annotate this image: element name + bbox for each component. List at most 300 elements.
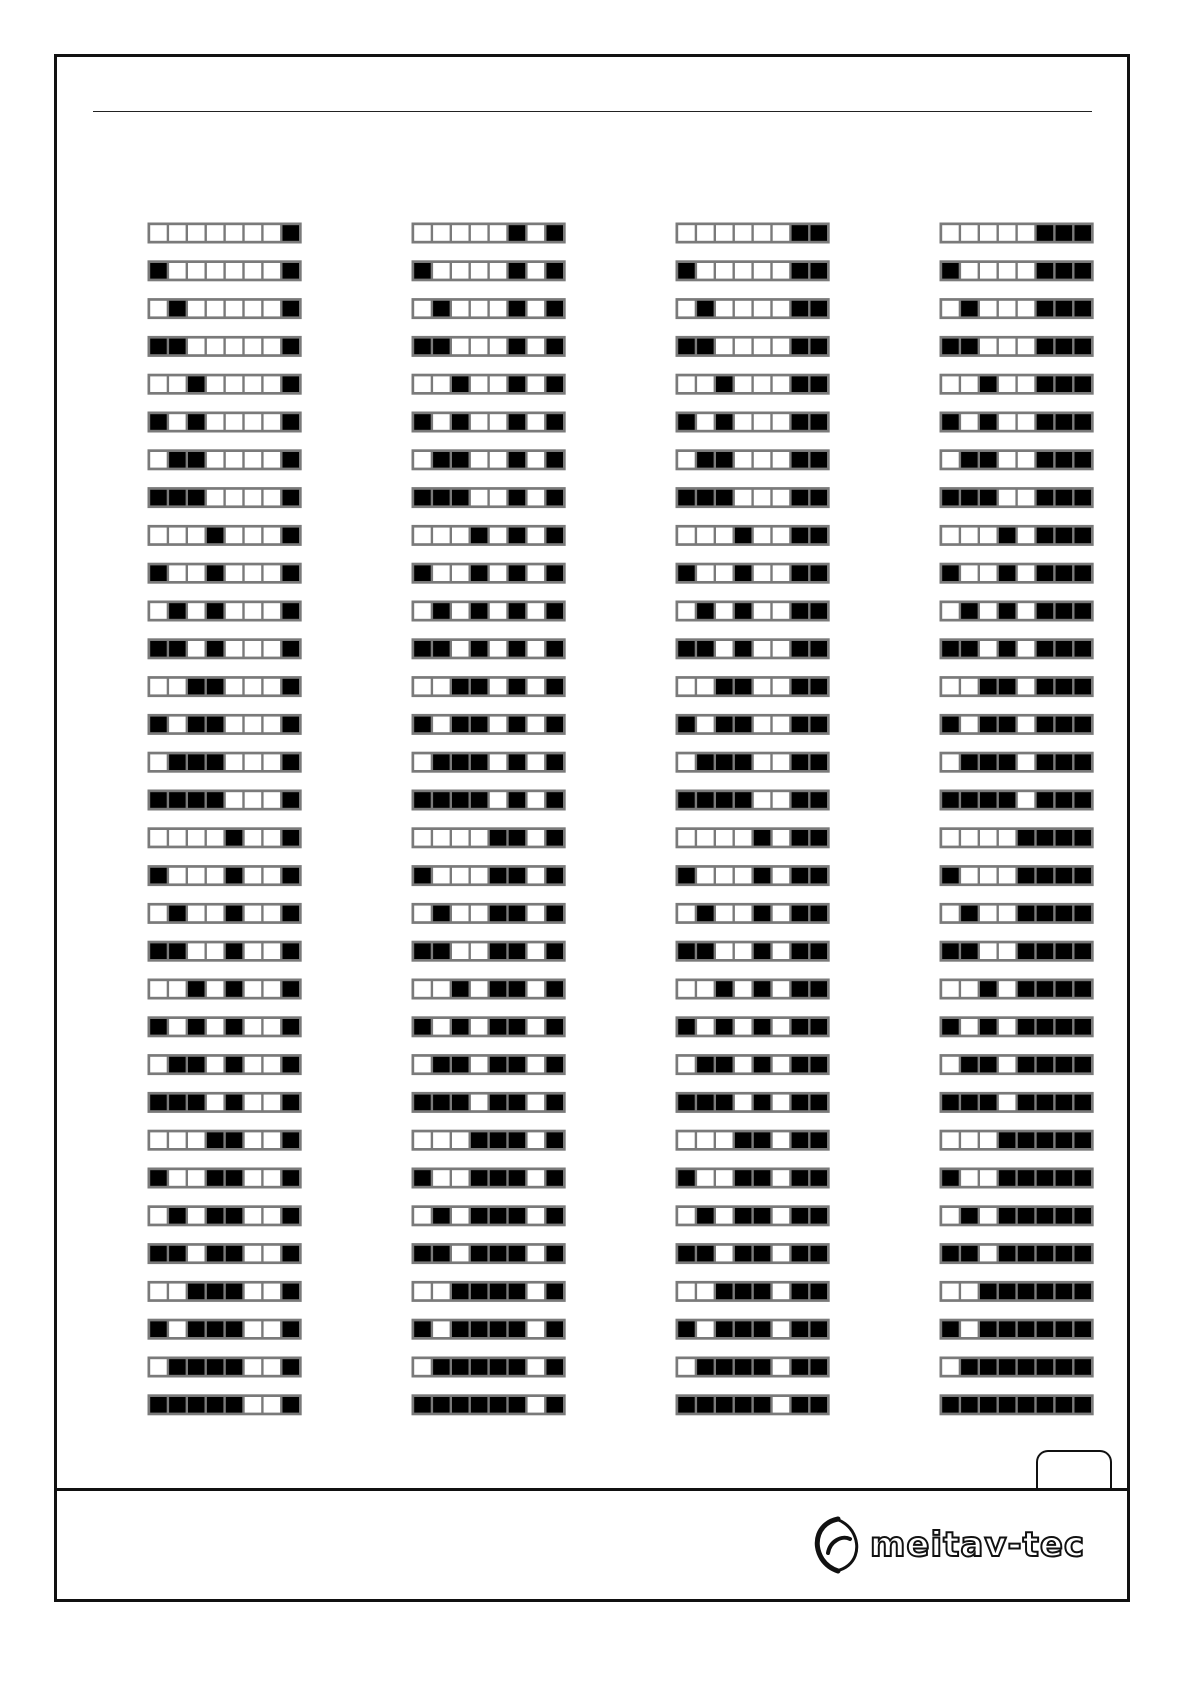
dip-switch-on [1075,868,1092,884]
dip-switch-on [490,1246,507,1262]
dip-switch-off [452,1246,469,1262]
dip-switch-on [942,717,959,733]
dip-switch-on [433,1246,450,1262]
dip-switch-on [942,263,959,279]
dip-switch-on [697,1208,714,1224]
dip-switch-on [735,603,752,619]
dip-switch-on [754,1095,771,1111]
dip-switch-off [264,1284,281,1300]
dip-switch-on [1037,641,1054,657]
dip-switch-off [150,1284,167,1300]
dip-switch-on [283,414,300,430]
dip-switch-off [150,754,167,770]
dip-switch-on [226,1246,243,1262]
dip-switch-off [245,301,262,317]
dip-switch-off [207,830,224,846]
dip-switch-on [169,452,186,468]
dip-switch-off [188,1246,205,1262]
dip-switch-on [1056,1359,1073,1375]
dip-switch-off [678,376,695,392]
dip-switch-on [697,452,714,468]
dip-switch-off [716,1132,733,1148]
dip-switch-on [547,1284,564,1300]
dip-switch-row [412,1281,566,1302]
dip-switch-off [169,1321,186,1337]
dip-switch-off [961,225,978,241]
dip-switch-off [452,301,469,317]
dip-switch-on [547,943,564,959]
dip-switch-off [490,792,507,808]
dip-switch-off [942,603,959,619]
dip-switch-on [188,1284,205,1300]
dip-switch-on [509,1132,526,1148]
dip-switch-off [678,679,695,695]
dip-switch-on [1056,641,1073,657]
dip-switch-row [940,790,1094,811]
dip-switch-on [169,792,186,808]
dip-switch-off [490,679,507,695]
dip-switch-row [148,1054,302,1075]
dip-switch-on [471,565,488,581]
dip-switch-on [792,679,809,695]
dip-switch-off [490,641,507,657]
dip-switch-off [207,981,224,997]
dip-switch-row [676,1319,830,1340]
dip-switch-row [676,1394,830,1415]
dip-switch-off [490,339,507,355]
dip-switch-on [433,641,450,657]
dip-switch-on [1037,679,1054,695]
dip-switch-off [226,339,243,355]
dip-switch-on [1018,943,1035,959]
footer-rule [54,1488,1130,1491]
dip-switch-row [148,449,302,470]
dip-switch-on [811,1132,828,1148]
dip-switch-on [811,339,828,355]
dip-switch-on [1037,1397,1054,1413]
dip-switch-on [414,263,431,279]
dip-switch-on [961,1359,978,1375]
dip-switch-on [678,1170,695,1186]
dip-switch-on [999,1170,1016,1186]
dip-switch-on [414,1095,431,1111]
dip-switch-on [547,225,564,241]
dip-switch-on [792,1095,809,1111]
dip-switch-off [528,1019,545,1035]
dip-switch-on [754,1057,771,1073]
dip-switch-on [792,1208,809,1224]
dip-switch-row [676,298,830,319]
dip-switch-off [961,376,978,392]
dip-switch-on [811,754,828,770]
dip-switch-on [811,528,828,544]
dip-switch-row [676,941,830,962]
dip-switch-off [678,603,695,619]
meitav-swirl-icon [808,1513,866,1577]
dip-switch-on [509,603,526,619]
dip-switch-row [412,412,566,433]
dip-switch-on [792,528,809,544]
dip-switch-off [150,452,167,468]
dip-switch-on [961,301,978,317]
dip-switch-on [792,754,809,770]
dip-switch-row [412,336,566,357]
dip-switch-off [264,1246,281,1262]
dip-switch-row [940,487,1094,508]
dip-switch-row [148,903,302,924]
dip-switch-on [509,981,526,997]
dip-switch-on [169,1359,186,1375]
dip-switch-on [1037,906,1054,922]
dip-switch-on [754,981,771,997]
dip-switch-off [1018,641,1035,657]
dip-switch-on [169,490,186,506]
dip-switch-row [412,525,566,546]
dip-switch-off [716,301,733,317]
dip-switch-off [471,981,488,997]
dip-switch-row [148,638,302,659]
dip-switch-off [414,301,431,317]
dip-switch-row [676,260,830,281]
dip-switch-off [490,565,507,581]
dip-switch-on [283,906,300,922]
dip-switch-on [678,1321,695,1337]
dip-switch-off [245,376,262,392]
dip-switch-row [148,223,302,244]
dip-switch-on [547,906,564,922]
dip-switch-row [412,1319,566,1340]
dip-switch-on [547,414,564,430]
dip-switch-on [811,906,828,922]
dip-switch-on [1037,1057,1054,1073]
dip-switch-off [490,603,507,619]
dip-switch-off [528,1057,545,1073]
dip-switch-on [1018,830,1035,846]
dip-switch-on [678,414,695,430]
dip-switch-on [980,1284,997,1300]
dip-switch-on [1056,528,1073,544]
dip-switch-off [773,452,790,468]
dip-switch-off [735,263,752,279]
dip-switch-off [528,414,545,430]
dip-switch-row [940,1054,1094,1075]
dip-switch-on [697,1397,714,1413]
dip-switch-on [188,981,205,997]
dip-switch-on [811,830,828,846]
dip-switch-on [980,1321,997,1337]
dip-switch-off [773,1095,790,1111]
dip-switch-off [245,943,262,959]
dip-switch-on [1075,792,1092,808]
dip-switch-on [792,792,809,808]
dip-switch-on [471,1359,488,1375]
dip-switch-on [490,1208,507,1224]
dip-switch-on [283,1397,300,1413]
dip-switch-off [245,1019,262,1035]
dip-switch-off [999,301,1016,317]
dip-switch-off [1018,792,1035,808]
dip-switch-on [792,225,809,241]
dip-switch-off [264,1057,281,1073]
dip-switch-off [961,1170,978,1186]
dip-switch-off [264,679,281,695]
dip-switch-row [148,1243,302,1264]
dip-switch-off [697,868,714,884]
dip-switch-off [150,906,167,922]
dip-switch-off [999,868,1016,884]
dip-switch-on [792,301,809,317]
dip-switch-on [1056,1208,1073,1224]
dip-switch-on [754,1284,771,1300]
dip-switch-row [412,563,566,584]
dip-switch-off [942,981,959,997]
dip-switch-row [676,1243,830,1264]
dip-switch-on [207,1397,224,1413]
dip-switch-off [999,830,1016,846]
dip-switch-on [509,717,526,733]
dip-switch-on [961,452,978,468]
dip-switch-on [452,1284,469,1300]
dip-switch-on [509,339,526,355]
dip-switch-on [1056,1397,1073,1413]
dip-switch-off [207,490,224,506]
dip-switch-off [942,830,959,846]
dip-switch-row [148,1394,302,1415]
dip-switch-off [264,1132,281,1148]
dip-switch-on [452,679,469,695]
dip-switch-row [676,1054,830,1075]
dip-switch-on [452,376,469,392]
dip-switch-row [676,1205,830,1226]
dip-switch-off [414,1284,431,1300]
dip-switch-on [283,1284,300,1300]
dip-switch-on [433,301,450,317]
dip-switch-on [283,376,300,392]
dip-switch-off [490,452,507,468]
dip-switch-row [412,865,566,886]
dip-switch-on [961,1397,978,1413]
dip-switch-on [1075,679,1092,695]
dip-switch-row [412,374,566,395]
dip-switch-on [414,641,431,657]
dip-switch-row [148,1281,302,1302]
dip-switch-on [735,565,752,581]
dip-switch-off [188,225,205,241]
dip-switch-on [433,943,450,959]
dip-switch-off [245,414,262,430]
dip-switch-off [754,603,771,619]
dip-switch-on [811,1321,828,1337]
dip-switch-off [188,339,205,355]
dip-switch-on [942,565,959,581]
dip-switch-off [678,225,695,241]
dip-switch-off [980,1208,997,1224]
dip-switch-on [509,263,526,279]
dip-switch-on [1075,339,1092,355]
dip-switch-off [735,339,752,355]
dip-switch-on [433,754,450,770]
dip-switch-off [716,1208,733,1224]
dip-switch-off [773,263,790,279]
dip-switch-on [735,1359,752,1375]
dip-switch-on [452,717,469,733]
dip-switch-row [412,903,566,924]
dip-switch-off [188,906,205,922]
dip-switch-on [716,1397,733,1413]
dip-switch-off [471,1057,488,1073]
dip-switch-on [942,414,959,430]
dip-switch-on [283,1019,300,1035]
dip-switch-on [226,1284,243,1300]
dip-switch-on [188,792,205,808]
dip-switch-on [452,981,469,997]
dip-switch-on [226,1321,243,1337]
dip-switch-off [961,830,978,846]
dip-switch-on [471,1397,488,1413]
dip-switch-off [471,452,488,468]
dip-switch-on [414,1321,431,1337]
dip-switch-on [792,1132,809,1148]
dip-switch-on [283,339,300,355]
dip-switch-on [961,1095,978,1111]
dip-switch-row [148,941,302,962]
dip-switch-on [1075,1284,1092,1300]
dip-switch-on [509,792,526,808]
dip-switch-on [283,1321,300,1337]
dip-switch-off [678,528,695,544]
dip-switch-row [940,601,1094,622]
dip-switch-on [283,528,300,544]
dip-switch-off [264,339,281,355]
dip-switch-on [452,1095,469,1111]
dip-switch-off [773,225,790,241]
dip-switch-on [283,603,300,619]
dip-switch-off [942,301,959,317]
dip-switch-on [490,1397,507,1413]
dip-switch-off [207,376,224,392]
dip-switch-off [697,263,714,279]
dip-switch-off [697,1019,714,1035]
dip-switch-row [412,1243,566,1264]
dip-switch-off [754,754,771,770]
dip-switch-row [940,374,1094,395]
dip-switch-row [148,1092,302,1113]
dip-switch-row [148,525,302,546]
dip-switch-on [735,1170,752,1186]
dip-switch-off [169,1170,186,1186]
dip-switch-on [1075,603,1092,619]
dip-switch-off [207,452,224,468]
dip-switch-on [735,528,752,544]
dip-switch-on [1075,1095,1092,1111]
dip-switch-on [547,339,564,355]
dip-switch-off [697,565,714,581]
dip-switch-on [452,1019,469,1035]
dip-switch-off [528,1359,545,1375]
dip-switch-on [1037,1246,1054,1262]
dip-switch-on [283,830,300,846]
dip-switch-on [1037,452,1054,468]
dip-switch-on [188,376,205,392]
dip-switch-row [412,827,566,848]
dip-switch-on [490,1132,507,1148]
dip-switch-row [940,449,1094,470]
dip-switch-on [471,754,488,770]
dip-switch-on [1037,565,1054,581]
dip-switch-on [811,263,828,279]
dip-switch-off [528,565,545,581]
dip-switch-on [792,1359,809,1375]
dip-switch-on [716,414,733,430]
dip-switch-off [528,906,545,922]
dip-switch-on [169,1208,186,1224]
dip-switch-on [414,490,431,506]
dip-switch-off [528,868,545,884]
dip-switch-row [940,1394,1094,1415]
dip-switch-on [150,565,167,581]
dip-switch-on [490,1170,507,1186]
dip-switch-on [188,754,205,770]
dip-switch-on [716,679,733,695]
dip-switch-off [528,1132,545,1148]
dip-switch-on [433,792,450,808]
dip-switch-on [1018,906,1035,922]
dip-switch-on [1037,339,1054,355]
dip-switch-row [940,260,1094,281]
dip-switch-off [942,1132,959,1148]
dip-switch-row [940,1281,1094,1302]
dip-switch-on [716,754,733,770]
dip-switch-off [245,452,262,468]
dip-switch-on [471,641,488,657]
dip-switch-on [811,792,828,808]
dip-switch-off [433,376,450,392]
dip-switch-on [509,1321,526,1337]
dip-switch-off [414,528,431,544]
dip-switch-off [150,1208,167,1224]
dip-switch-off [735,452,752,468]
dip-switch-on [716,1019,733,1035]
dip-switch-row [148,790,302,811]
dip-switch-on [150,792,167,808]
dip-switch-off [980,868,997,884]
dip-switch-off [716,906,733,922]
dip-switch-on [811,1019,828,1035]
dip-switch-on [1056,1321,1073,1337]
dip-switch-on [547,679,564,695]
dip-switch-row [148,1130,302,1151]
dip-switch-row [148,1168,302,1189]
dip-switch-on [207,1359,224,1375]
dip-switch-off [433,868,450,884]
dip-switch-on [999,1246,1016,1262]
dip-switch-off [245,868,262,884]
dip-switch-off [226,528,243,544]
dip-switch-on [792,943,809,959]
dip-switch-on [1037,943,1054,959]
dip-switch-on [547,603,564,619]
dip-switch-on [188,1359,205,1375]
dip-switch-on [471,1132,488,1148]
dip-switch-on [942,1397,959,1413]
dip-switch-off [264,528,281,544]
dip-switch-row [940,412,1094,433]
dip-switch-on [999,1284,1016,1300]
dip-switch-on [1018,1019,1035,1035]
dip-switch-off [169,868,186,884]
dip-switch-off [471,263,488,279]
dip-switch-on [283,943,300,959]
